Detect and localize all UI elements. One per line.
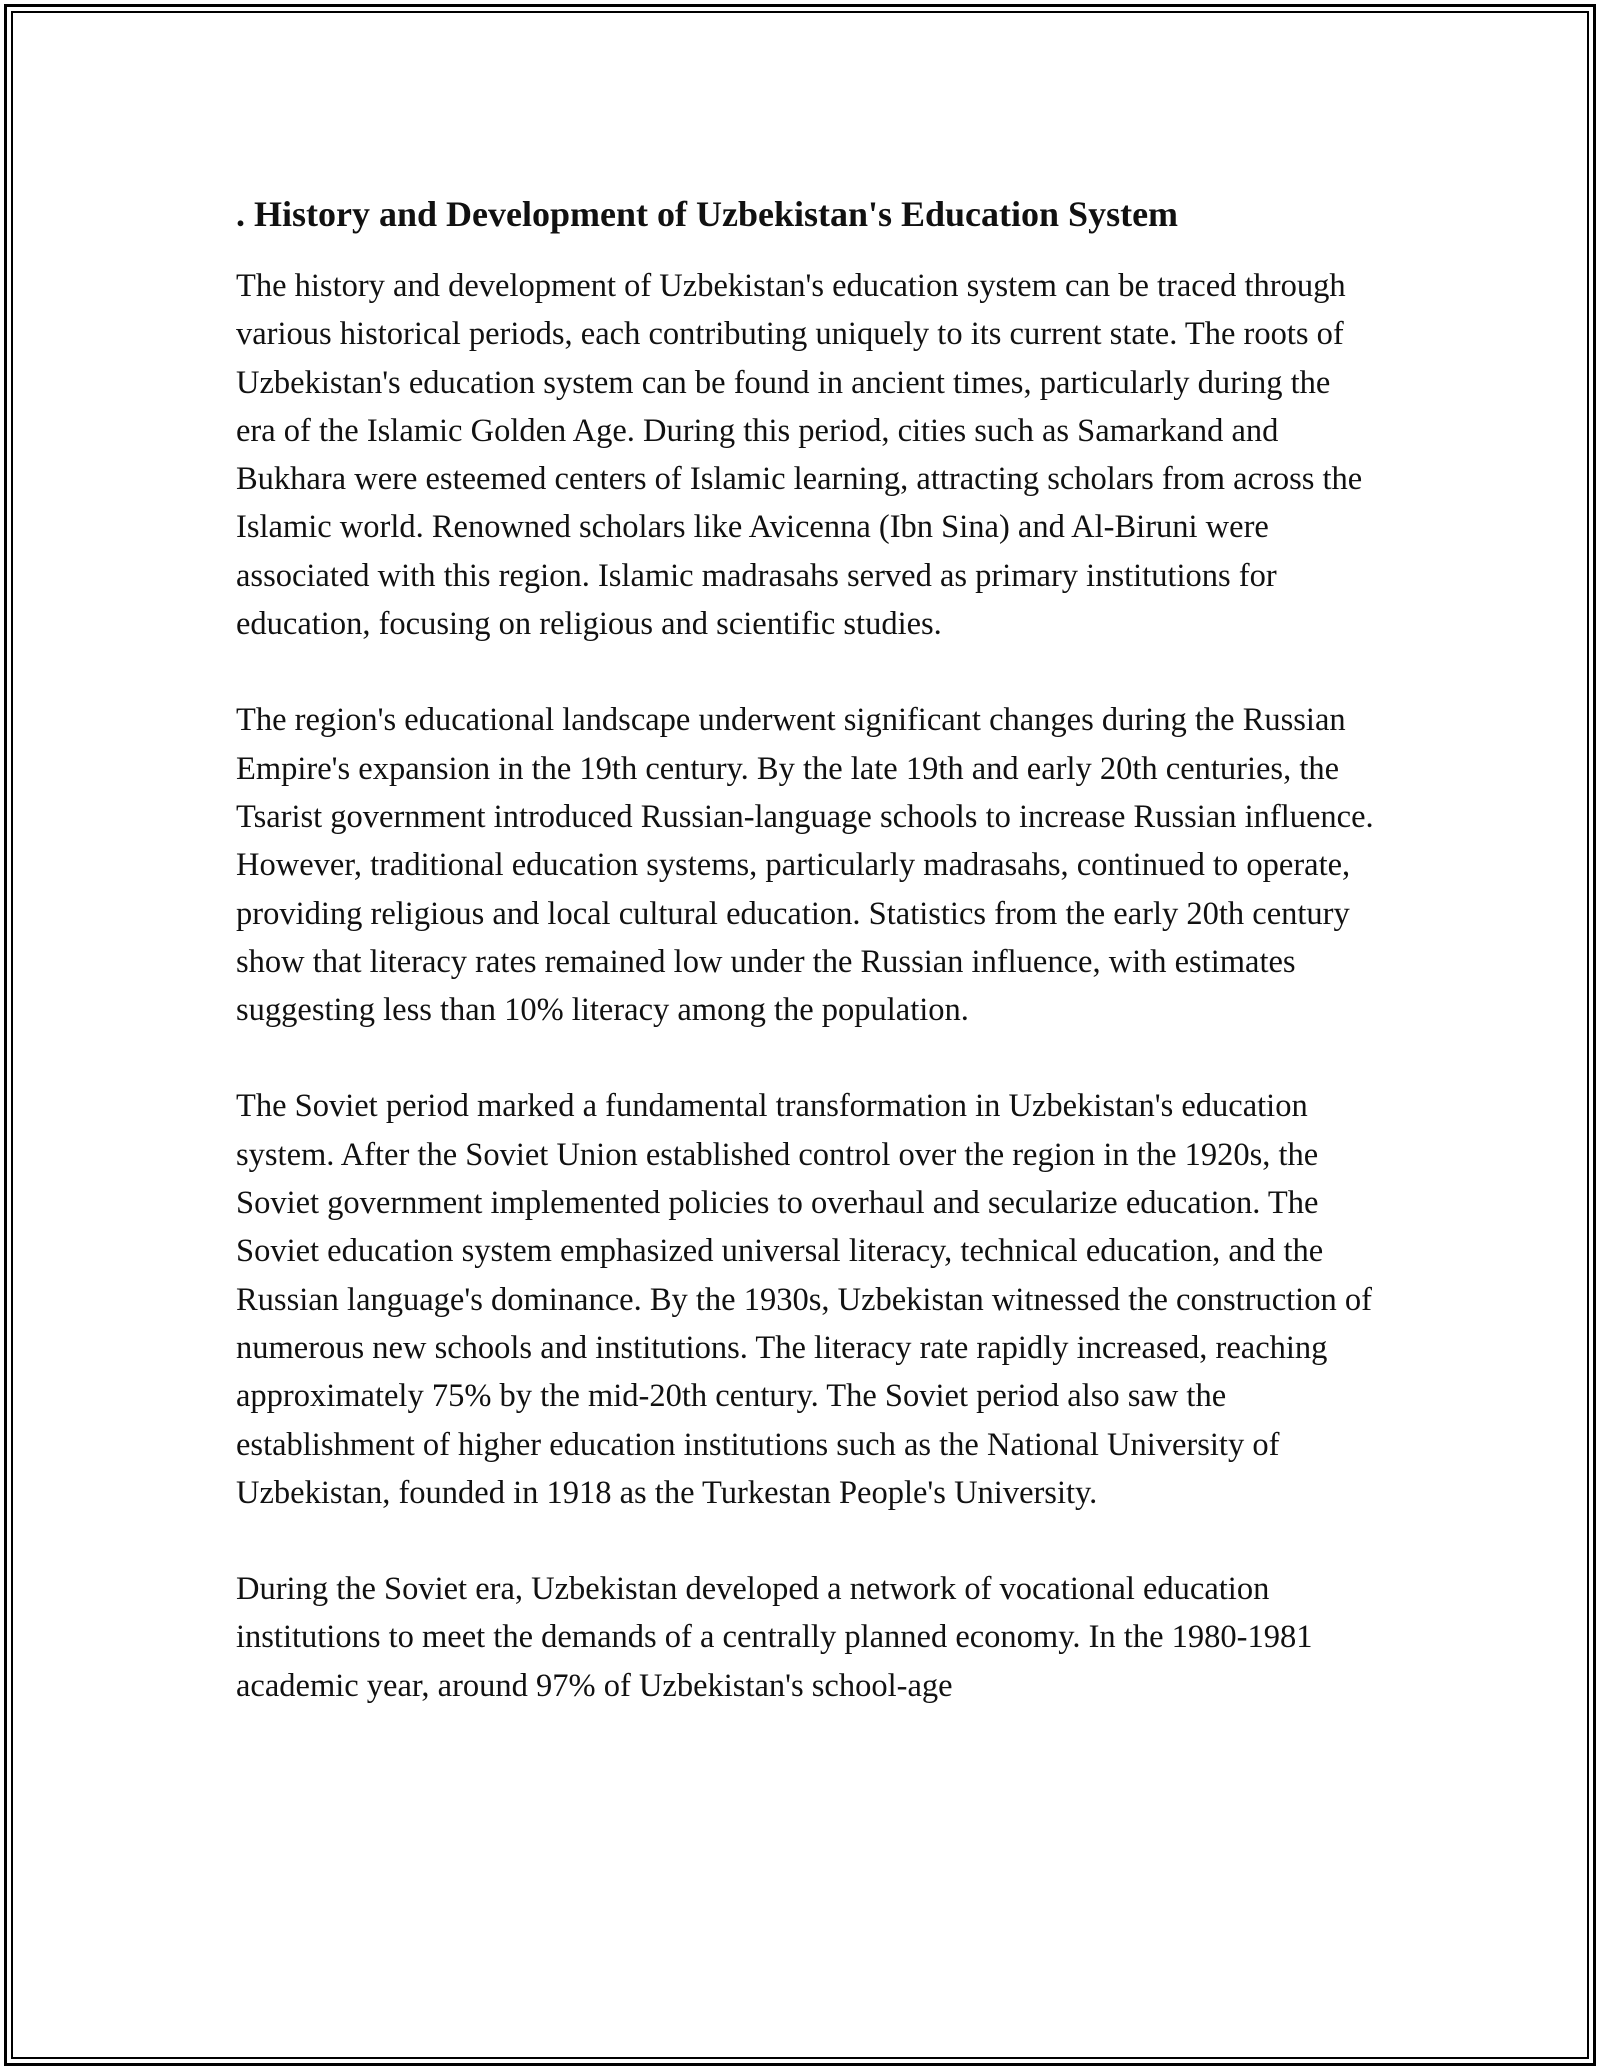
section-heading: . History and Development of Uzbekistan's Education System [236,194,1179,234]
paragraph-soviet-period: The Soviet period marked a fundamental transformation in Uzbekistan's education system. After the Soviet Union established control over the region in the 1920s, the Soviet government implemented policies to overhaul and secularize education. The Soviet education system emphasized universal literacy, technical education, and the Russian language's dominance. By the 1930s, Uzbekistan witnessed the construction of numerous new schools and institutions. The literacy rate rapidly increased, reaching approximately 75% by the mid-20th century. The Soviet period also saw the establishment of higher education institutions such as the National University of Uzbekistan, founded in 1918 as the Turkestan People's University. [236,1088,1372,1511]
paragraph-vocational-education: During the Soviet era, Uzbekistan developed a network of vocational education institutions to meet the demands of a centrally planned economy. In the 1980-1981 academic year, around 97% of Uzbekistan's school-age [236,1571,1313,1704]
document-body [236,190,1376,1758]
paragraph-russian-empire: The region's educational landscape underwent significant changes during the Russian Empire's expansion in the 19th century. By the late 19th and early 20th centuries, the Tsarist government introduced Russian-language schools to increase Russian influence. However, traditional education systems, particularly madrasahs, continued to operate, providing religious and local cultural education. Statistics from the early 20th century show that literacy rates remained low under the Russian influence, with estimates suggesting less than 10% literacy among the population. [236,702,1374,1029]
paragraph-islamic-golden-age: The history and development of Uzbekistan's education system can be traced through various historical periods, each contributing uniquely to its current state. The roots of Uzbekistan's education system can be found in ancient times, particularly during the era of the Islamic Golden Age. During this period, cities such as Samarkand and Bukhara were esteemed centers of Islamic learning, attracting scholars from across the Islamic world. Renowned scholars like Avicenna (Ibn Sina) and Al-Biruni were associated with this region. Islamic madrasahs served as primary institutions for education, focusing on religious and scientific studies. [236,268,1363,643]
